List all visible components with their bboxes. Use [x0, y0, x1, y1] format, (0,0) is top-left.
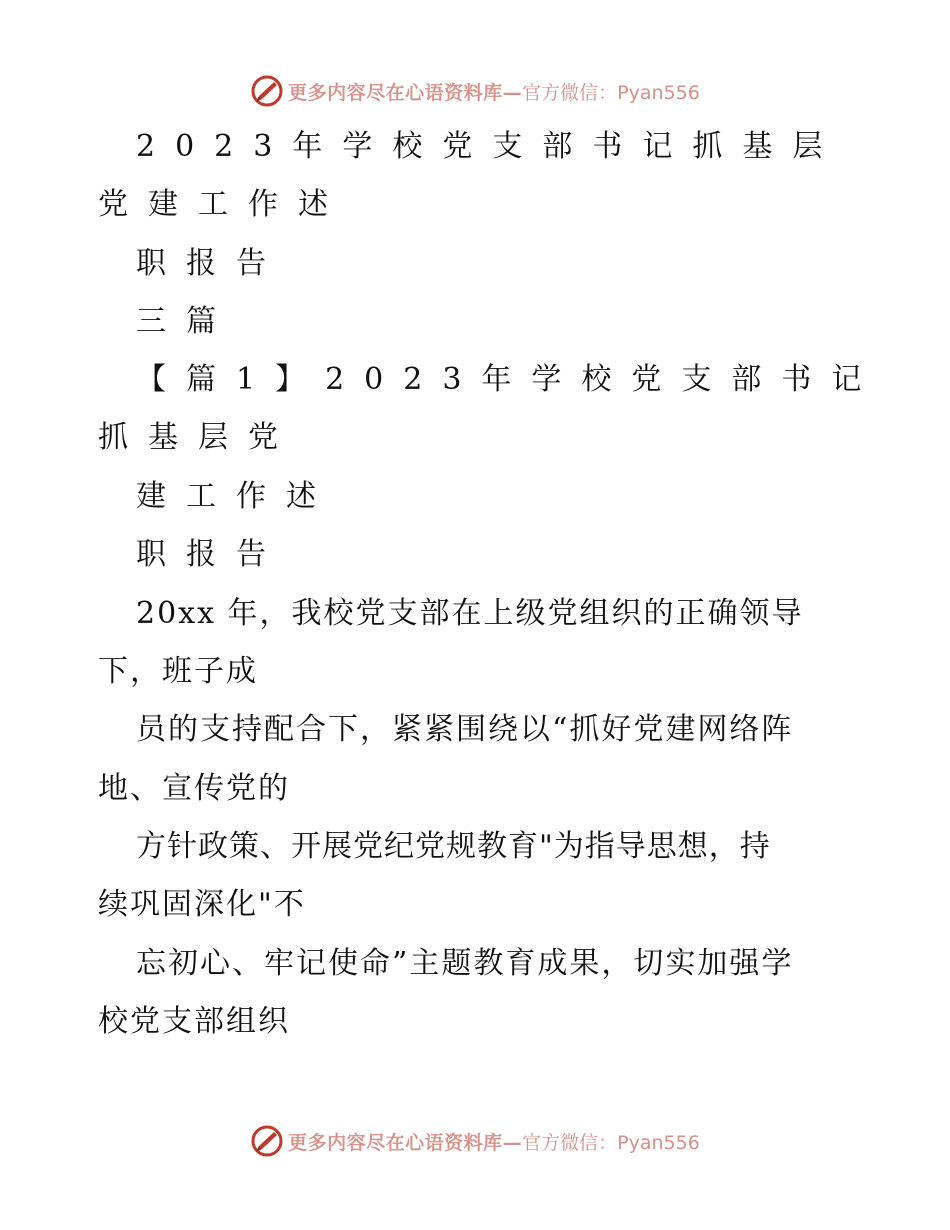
logo-icon	[250, 1124, 284, 1158]
watermark-wechat: 官方微信：Pyan556	[522, 1131, 700, 1154]
doc-line-11: 员的支持配合下，紧紧围绕以“抓好党建网络阵	[136, 712, 794, 747]
doc-line-16: 校党支部组织	[98, 1004, 290, 1039]
footer-watermark	[0, 1121, 950, 1161]
doc-line-1: 2023年学校党支部书记抓基层	[136, 129, 843, 164]
doc-line-10: 下，班子成	[98, 654, 258, 689]
doc-line-7: 建工作述	[136, 479, 336, 514]
header-watermark	[0, 71, 950, 111]
watermark-wechat: 官方微信：Pyan556	[522, 81, 700, 104]
doc-line-9: 20xx 年，我校党支部在上级党组织的正确领导	[136, 596, 804, 631]
watermark-text: 更多内容尽在心语资料库—	[288, 1131, 523, 1154]
doc-line-15: 忘初心、牢记使命”主题教育成果，切实加强学	[136, 946, 794, 981]
doc-line-8: 职报告	[136, 537, 286, 572]
logo-icon	[250, 74, 284, 108]
doc-line-2: 党建工作述	[98, 187, 348, 222]
watermark-text: 更多内容尽在心语资料库—	[288, 81, 523, 104]
doc-line-5: 【篇1】2023年学校党支部书记	[136, 362, 882, 397]
doc-line-13: 方针政策、开展党纪党规教育"为指导思想，持	[136, 829, 771, 864]
doc-line-3: 职报告	[136, 246, 286, 281]
doc-line-12: 地、宣传党的	[98, 771, 290, 806]
doc-line-4: 三篇	[136, 304, 236, 339]
doc-line-6: 抓基层党	[98, 420, 298, 455]
doc-line-14: 续巩固深化"不	[98, 887, 306, 922]
